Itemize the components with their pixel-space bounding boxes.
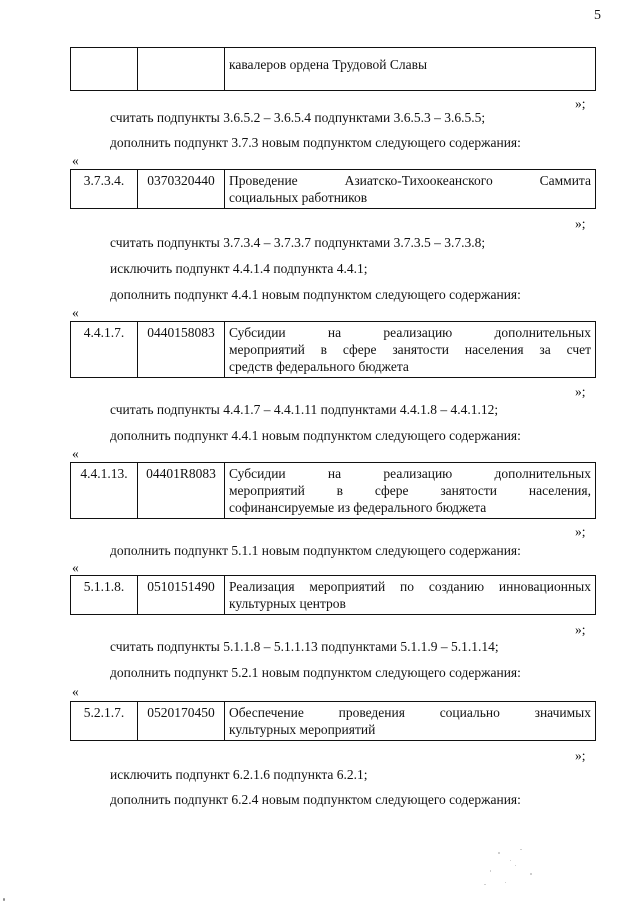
table-cell-description: кавалеров ордена Трудовой Славы xyxy=(225,48,596,91)
paragraph: дополнить подпункт 4.4.1 новым подпунктом следующего содержания: xyxy=(110,287,521,302)
table-cell-code: 0440158083 xyxy=(138,322,225,378)
table-cell-number xyxy=(71,48,138,91)
description-line: мероприятий в сфере занятости населения, xyxy=(229,483,591,498)
paragraph: считать подпункты 3.7.3.4 – 3.7.3.7 подпунктами 3.7.3.5 – 3.7.3.8; xyxy=(110,235,486,250)
table-subitem xyxy=(70,462,596,519)
table-subitem xyxy=(70,169,596,209)
paragraph: дополнить подпункт 3.7.3 новым подпунктом следующего содержания: xyxy=(110,135,521,150)
opening-quote: « xyxy=(72,560,79,575)
table-row xyxy=(71,322,596,378)
description-line: Проведение Азиатско-Тихоокеанского Саммита xyxy=(229,173,591,188)
table-cell-code: 0520170450 xyxy=(138,702,225,741)
table-cell-number: 4.4.1.13. xyxy=(71,463,138,519)
table-row xyxy=(71,170,596,209)
description-line: средств федерального бюджета xyxy=(229,359,409,374)
table-row xyxy=(71,463,596,519)
table-subitem xyxy=(70,575,596,615)
closing-quote: »; xyxy=(575,748,586,763)
description-line: культурных центров xyxy=(229,596,346,611)
paragraph: дополнить подпункт 6.2.4 новым подпунктом следующего содержания: xyxy=(110,792,521,807)
opening-quote: « xyxy=(72,684,79,699)
table-cell-description xyxy=(225,322,596,378)
table-continuation xyxy=(70,47,596,91)
description-line: Обеспечение проведения социально значимых xyxy=(229,705,591,720)
table-cell-description xyxy=(225,576,596,615)
paragraph: считать подпункты 3.6.5.2 – 3.6.5.4 подпунктами 3.6.5.3 – 3.6.5.5; xyxy=(110,110,486,125)
description-line: софинансируемые из федерального бюджета xyxy=(229,500,487,515)
paragraph: дополнить подпункт 4.4.1 новым подпунктом следующего содержания: xyxy=(110,428,521,443)
paragraph: исключить подпункт 4.4.1.4 подпункта 4.4.1; xyxy=(110,261,368,276)
closing-quote: »; xyxy=(575,524,586,539)
paragraph: исключить подпункт 6.2.1.6 подпункта 6.2.1; xyxy=(110,767,368,782)
table-subitem xyxy=(70,701,596,741)
description-line: мероприятий в сфере занятости населения за счет xyxy=(229,342,591,357)
table-cell-number: 5.1.1.8. xyxy=(71,576,138,615)
table-cell-description xyxy=(225,463,596,519)
page-number: 5 xyxy=(594,8,601,23)
table-cell-number: 4.4.1.7. xyxy=(71,322,138,378)
paragraph: считать подпункты 4.4.1.7 – 4.4.1.11 подпунктами 4.4.1.8 – 4.4.1.12; xyxy=(110,402,499,417)
table-cell-code: 04401R8083 xyxy=(138,463,225,519)
table-cell-code xyxy=(138,48,225,91)
description-line: Субсидии на реализацию дополнительных xyxy=(229,466,591,481)
table-subitem xyxy=(70,321,596,378)
table-cell-number: 3.7.3.4. xyxy=(71,170,138,209)
paragraph: дополнить подпункт 5.2.1 новым подпунктом следующего содержания: xyxy=(110,665,521,680)
description-line: Реализация мероприятий по созданию инновационных xyxy=(229,579,591,594)
description-line: социальных работников xyxy=(229,190,368,205)
table-row xyxy=(71,48,596,91)
table-row xyxy=(71,702,596,741)
table-cell-number: 5.2.1.7. xyxy=(71,702,138,741)
opening-quote: « xyxy=(72,446,79,461)
description-line: Субсидии на реализацию дополнительных xyxy=(229,325,591,340)
closing-quote: »; xyxy=(575,622,586,637)
paragraph: дополнить подпункт 5.1.1 новым подпунктом следующего содержания: xyxy=(110,543,521,558)
opening-quote: « xyxy=(72,153,79,168)
table-cell-description xyxy=(225,702,596,741)
closing-quote: »; xyxy=(575,96,586,111)
opening-quote: « xyxy=(72,305,79,320)
table-row xyxy=(71,576,596,615)
table-cell-code: 0510151490 xyxy=(138,576,225,615)
closing-quote: »; xyxy=(575,384,586,399)
table-cell-code: 0370320440 xyxy=(138,170,225,209)
paragraph: считать подпункты 5.1.1.8 – 5.1.1.13 подпунктами 5.1.1.9 – 5.1.1.14; xyxy=(110,639,499,654)
description-line: культурных мероприятий xyxy=(229,722,376,737)
table-cell-description xyxy=(225,170,596,209)
closing-quote: »; xyxy=(575,216,586,231)
